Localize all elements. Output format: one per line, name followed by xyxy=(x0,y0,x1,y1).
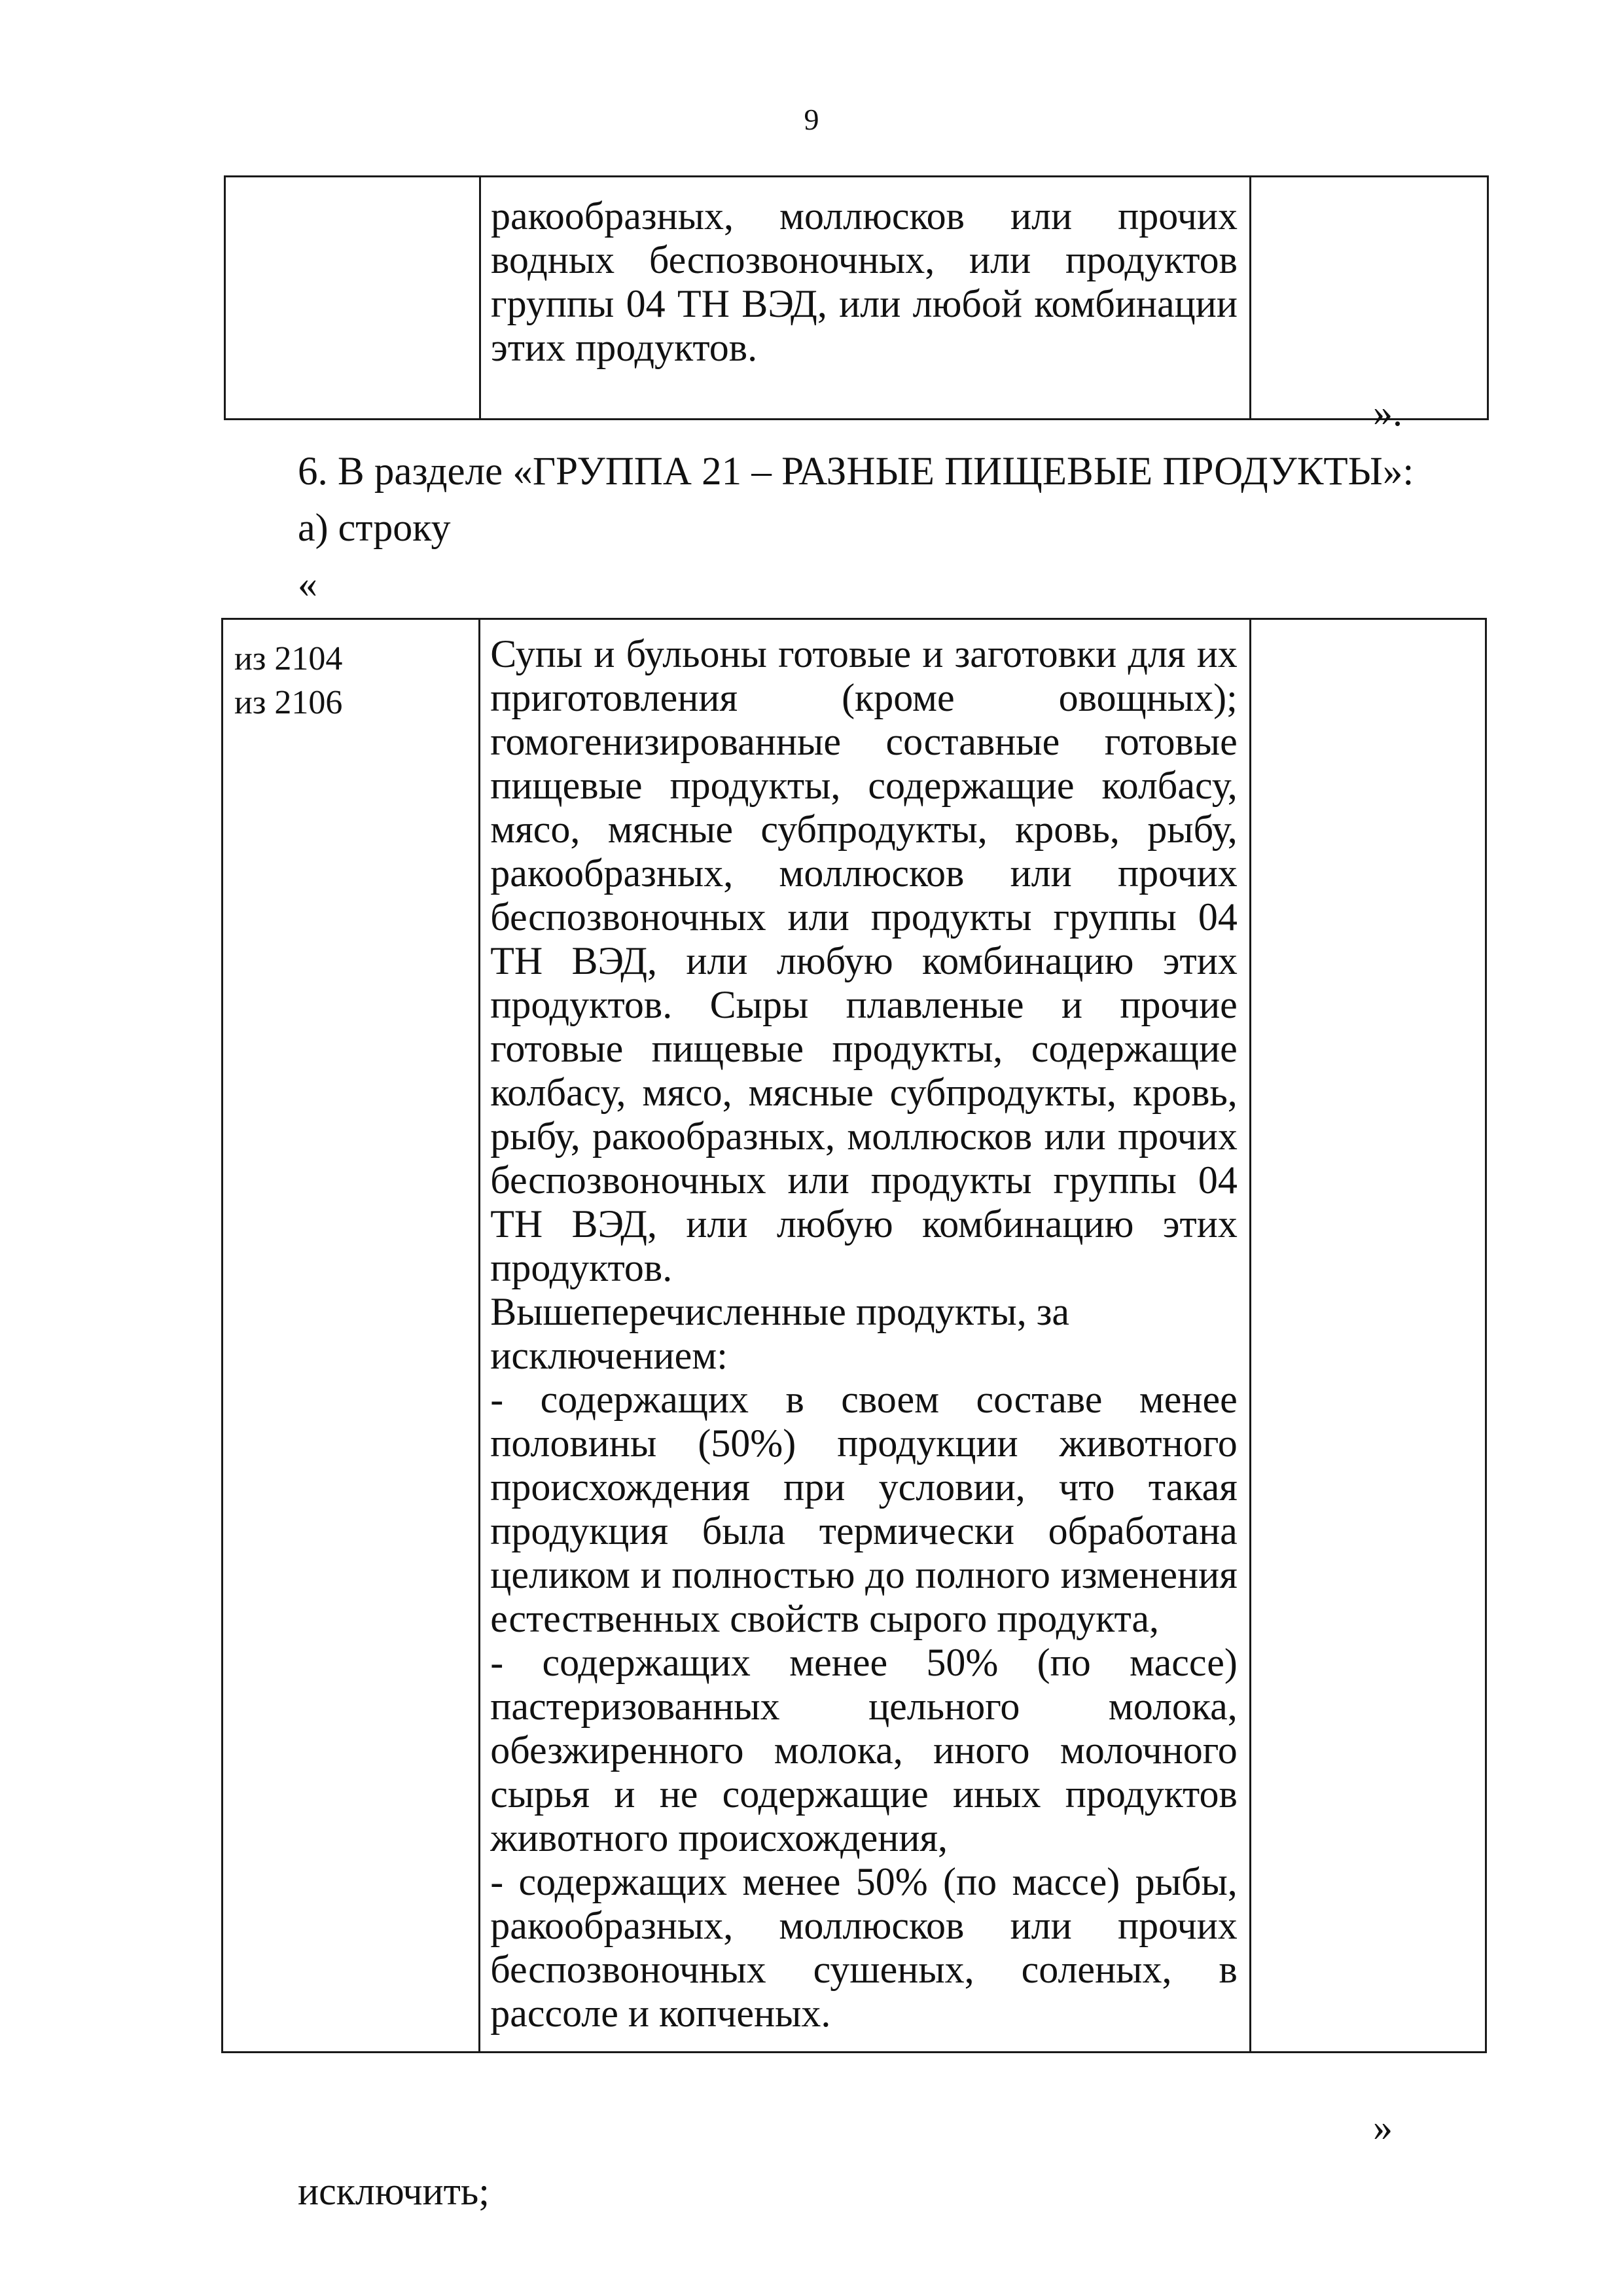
closing-quote: » xyxy=(1373,2106,1393,2149)
tn-ved-code: из 2104 xyxy=(234,640,343,677)
list-item-a: а) строку xyxy=(298,506,451,549)
code-cell xyxy=(223,619,480,2053)
description-cell xyxy=(480,177,1251,420)
exception-item: - содержащих в своем составе менее половины (50%) продукции животного происхождения при условии, что такая продукция была термически обработана целиком и полностью до полного изменения естественных свойств сырого продукта, xyxy=(490,1378,1238,1640)
code-cell-empty xyxy=(225,177,480,420)
exception-item: - содержащих менее 50% (по массе) пастеризованных цельного молока, обезжиренного молока, иного молочного сырья и не содержащие иных продуктов животного происхождения, xyxy=(490,1641,1238,1859)
closing-quote: ». xyxy=(1373,391,1402,434)
empty-cell xyxy=(1250,619,1486,2053)
exception-intro: Вышеперечисленные продукты, за исключением: xyxy=(490,1290,1070,1377)
main-table xyxy=(221,618,1487,2053)
empty-cell xyxy=(1251,177,1488,420)
opening-quote: « xyxy=(298,562,317,605)
section-heading: 6. В разделе «ГРУППА 21 – РАЗНЫЕ ПИЩЕВЫЕ ПРОДУКТЫ»: xyxy=(298,450,1414,493)
table-row xyxy=(223,619,1486,2053)
description-paragraph: ракообразных, моллюсков или прочих водных беспозвоночных, или продуктов группы 04 ТН ВЭД, или любой комбинации этих продуктов. xyxy=(491,194,1238,369)
exception-item: - содержащих менее 50% (по массе) рыбы, ракообразных, моллюсков или прочих беспозвоночных сушеных, соленых, в рассоле и копченых. xyxy=(490,1860,1238,2035)
description-paragraph: Супы и бульоны готовые и заготовки для их приготовления (кроме овощных); гомогенизированные составные готовые пищевые продукты, содержащие колбасу, мясо, мясные субпродукты, кровь, рыбу, ракообразных, моллюсков или прочих беспозвоночных или продукты группы 04 ТН ВЭД, или любую комбинацию этих продуктов. Сыры плавленые и прочие готовые пищевые продукты, содержащие колбасу, мясо, мясные субпродукты, кровь, рыбу, ракообразных, моллюсков или прочих беспозвоночных или продукты группы 04 ТН ВЭД, или любую комбинацию этих продуктов. xyxy=(490,632,1238,1289)
description-cell xyxy=(480,619,1251,2053)
table-row xyxy=(225,177,1488,420)
page-number: 9 xyxy=(804,103,819,136)
continuation-table xyxy=(224,175,1489,420)
tn-ved-code: из 2106 xyxy=(234,684,343,721)
exclude-instruction: исключить; xyxy=(298,2170,490,2213)
